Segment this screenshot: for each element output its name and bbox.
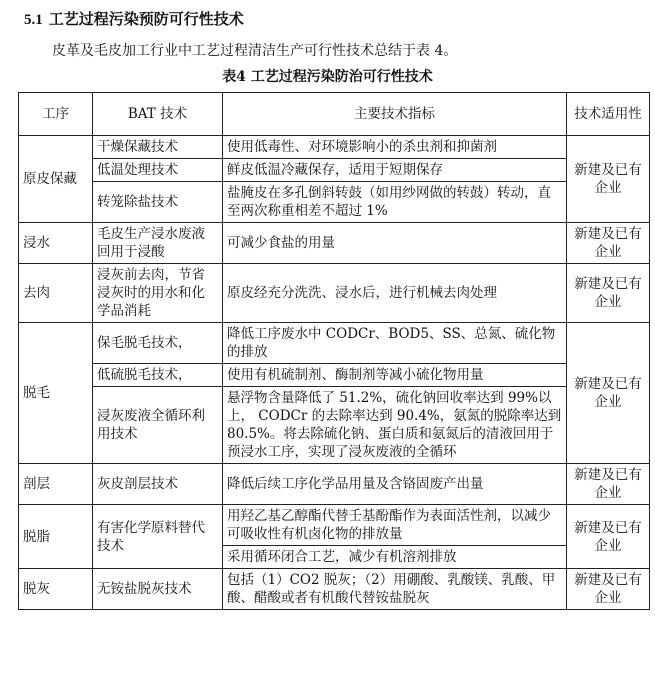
bat-cell: 有害化学原料替代技术 — [93, 505, 223, 569]
bat-cell: 低温处理技术 — [93, 159, 223, 182]
table-row — [19, 264, 650, 323]
header-process: 工序 — [19, 93, 93, 136]
process-cell: 脱灰 — [19, 569, 93, 610]
header-applicability: 技术适用性 — [567, 93, 650, 136]
indicator-cell: 使用有机硫制剂、酶制剂等减小硫化物用量 — [223, 364, 567, 387]
table-row — [19, 159, 650, 182]
process-cell: 脱毛 — [19, 323, 93, 464]
applicability-cell: 新建及已有企业 — [567, 323, 650, 464]
section-number: 5.1 — [24, 12, 43, 28]
section-title: 工艺过程污染预防可行性技术 — [48, 10, 244, 28]
applicability-cell: 新建及已有企业 — [567, 569, 650, 610]
indicator-cell: 鲜皮低温冷藏保存，适用于短期保存 — [223, 159, 567, 182]
bat-cell: 灰皮剖层技术 — [93, 464, 223, 505]
indicator-cell: 降低后续工序化学品用量及含铬固废产出量 — [223, 464, 567, 505]
header-indicators: 主要技术指标 — [223, 93, 567, 136]
table-row — [19, 505, 650, 546]
process-table — [18, 92, 650, 610]
process-cell: 浸水 — [19, 223, 93, 264]
process-cell: 剖层 — [19, 464, 93, 505]
table-title: 表4 工艺过程污染防治可行性技术 — [222, 69, 433, 85]
bat-cell: 毛皮生产浸水废液回用于浸酸 — [93, 223, 223, 264]
bat-cell: 浸灰前去肉，节省浸灰时的用水和化学品消耗 — [93, 264, 223, 323]
table-row — [19, 569, 650, 610]
process-cell: 脱脂 — [19, 505, 93, 569]
indicator-cell: 盐腌皮在多孔倒斜转鼓（如用纱网做的转鼓）转动，直至两次称重相差不超过 1% — [223, 182, 567, 223]
table-row — [19, 136, 650, 159]
indicator-cell: 使用低毒性、对环境影响小的杀虫剂和抑菌剂 — [223, 136, 567, 159]
bat-cell: 干燥保藏技术 — [93, 136, 223, 159]
indicator-cell: 可减少食盐的用量 — [223, 223, 567, 264]
table-header-row — [19, 93, 650, 136]
bat-cell: 低硫脱毛技术， — [93, 364, 223, 387]
table-row — [19, 223, 650, 264]
header-bat: BAT 技术 — [93, 93, 223, 136]
process-cell: 去肉 — [19, 264, 93, 323]
bat-cell: 无铵盐脱灰技术 — [93, 569, 223, 610]
table-row — [19, 323, 650, 364]
bat-cell: 保毛脱毛技术， — [93, 323, 223, 364]
table-row — [19, 364, 650, 387]
indicator-cell: 原皮经充分洗洗、浸水后，进行机械去肉处理 — [223, 264, 567, 323]
bat-cell: 浸灰废液全循环利用技术 — [93, 387, 223, 464]
applicability-cell: 新建及已有企业 — [567, 264, 650, 323]
applicability-cell: 新建及已有企业 — [567, 223, 650, 264]
applicability-cell: 新建及已有企业 — [567, 136, 650, 223]
table-row — [19, 182, 650, 223]
applicability-cell: 新建及已有企业 — [567, 464, 650, 505]
indicator-cell: 包括（1）CO2 脱灰；（2）用硼酸、乳酸镁、乳酸、甲酸、醋酸或者有机酸代替铵盐脱灰 — [223, 569, 567, 610]
intro-paragraph: 皮革及毛皮加工行业中工艺过程清洁生产可行性技术总结于表 4。 — [52, 43, 458, 59]
section-heading — [24, 8, 244, 29]
indicator-cell: 用羟乙基乙醇酯代替壬基酚酯作为表面活性剂，以减少可吸收性有机卤化物的排放量 — [223, 505, 567, 546]
indicator-cell: 降低工序废水中 CODCr、BOD5、SS、总氮、硫化物的排放 — [223, 323, 567, 364]
applicability-cell: 新建及已有企业 — [567, 505, 650, 569]
table-row — [19, 387, 650, 464]
process-cell: 原皮保藏 — [19, 136, 93, 223]
indicator-cell: 悬浮物含量降低了 51.2%，硫化钠回收率达到 99%以上， CODCr 的去除率达到 90.4%，氨氮的脱除率达到 80.5%。将去除硫化钠、蛋白质和氨氮后的清液回用于预浸水工序，实现了浸灰废液的全循环 — [223, 387, 567, 464]
table-row — [19, 464, 650, 505]
indicator-cell: 采用循环闭合工艺，减少有机溶剂排放 — [223, 546, 567, 569]
bat-cell: 转笼除盐技术 — [93, 182, 223, 223]
